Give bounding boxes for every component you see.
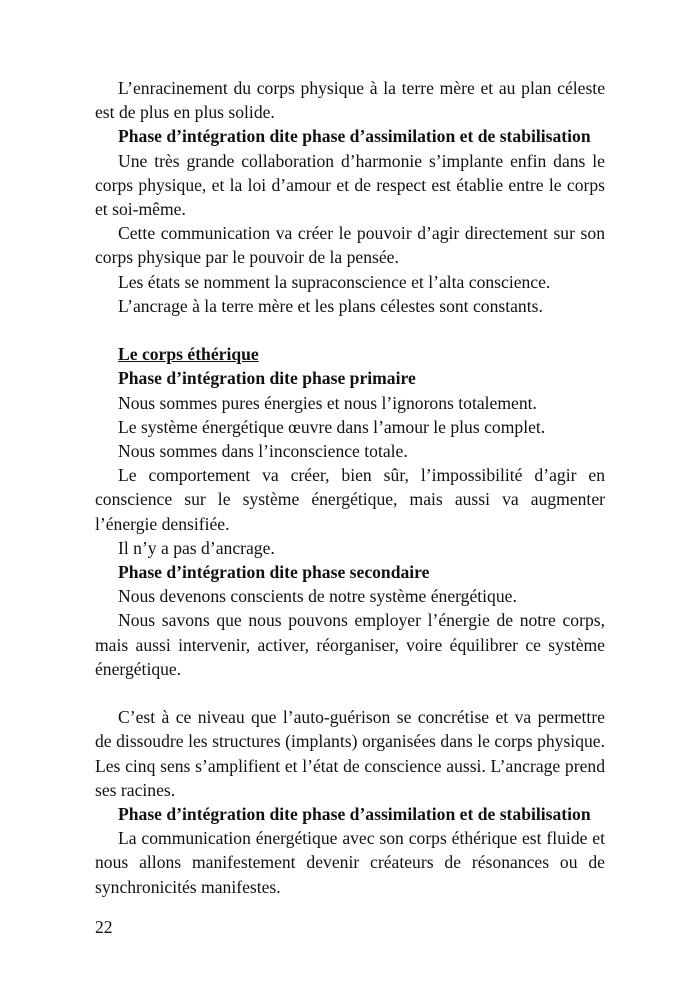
paragraph-aware: Nous devenons conscients de notre système énergétique. [118, 586, 517, 607]
page-number: 22 [95, 917, 113, 937]
heading-primary-phase: Phase d’intégration dite phase primaire [118, 368, 416, 389]
paragraph-unconsciousness: Nous sommes dans l’inconscience totale. [118, 441, 408, 462]
section-title-etheric-body: Le corps éthérique [118, 344, 259, 365]
paragraph-employ-energy: Nous savons que nous pouvons employer l’énergie de notre corps, mais aussi intervenir, activer, réorganiser, voire équilibrer ce système énergétique. [95, 610, 605, 679]
paragraph-anchoring: L’ancrage à la terre mère et les plans célestes sont constants. [118, 295, 543, 316]
paragraph-communication: Cette communication va créer le pouvoir d’agir directement sur son corps physique par le pouvoir de la pensée. [95, 223, 605, 268]
heading-secondary-phase: Phase d’intégration dite phase secondaire [118, 562, 430, 583]
page-body [95, 76, 605, 899]
paragraph-collaboration: Une très grande collaboration d’harmonie s’implante enfin dans le corps physique, et la loi d’amour et de respect est établie entre le corps et soi-même. [95, 150, 605, 220]
paragraph-states: Les états se nomment la supraconscience et l’alta conscience. [118, 271, 551, 292]
paragraph-rooting: L’enracinement du corps physique à la terre mère et au plan céleste est de plus en plus solide. [95, 78, 605, 123]
blank-line [95, 318, 605, 342]
paragraph-no-anchoring: Il n’y a pas d’ancrage. [118, 537, 275, 558]
paragraph-energy-system: Le système énergétique œuvre dans l’amour le plus complet. [118, 416, 546, 437]
paragraph-pure-energies: Nous sommes pures énergies et nous l’ignorons totalement. [118, 392, 537, 413]
heading-assimilation-phase-2: Phase d’intégration dite phase d’assimilation et de stabilisation [118, 804, 591, 825]
paragraph-self-healing: C’est à ce niveau que l’auto-guérison se concrétise et va permettre de dissoudre les structures (implants) organisées dans le corps physique. Les cinq sens s’amplifient et l’état de conscience aussi. L’ancrage prend ses racines. [95, 707, 605, 800]
heading-assimilation-phase: Phase d’intégration dite phase d’assimilation et de stabilisation [118, 126, 591, 147]
paragraph-energetic-communication: La communication énergétique avec son corps éthérique est fluide et nous allons manifestement devenir créateurs de résonances ou de synchronicités manifestes. [95, 828, 605, 897]
blank-line [95, 681, 605, 705]
paragraph-behavior: Le comportement va créer, bien sûr, l’impossibilité d’agir en conscience sur le système énergétique, mais aussi va augmenter l’énergie densifiée. [95, 465, 605, 534]
